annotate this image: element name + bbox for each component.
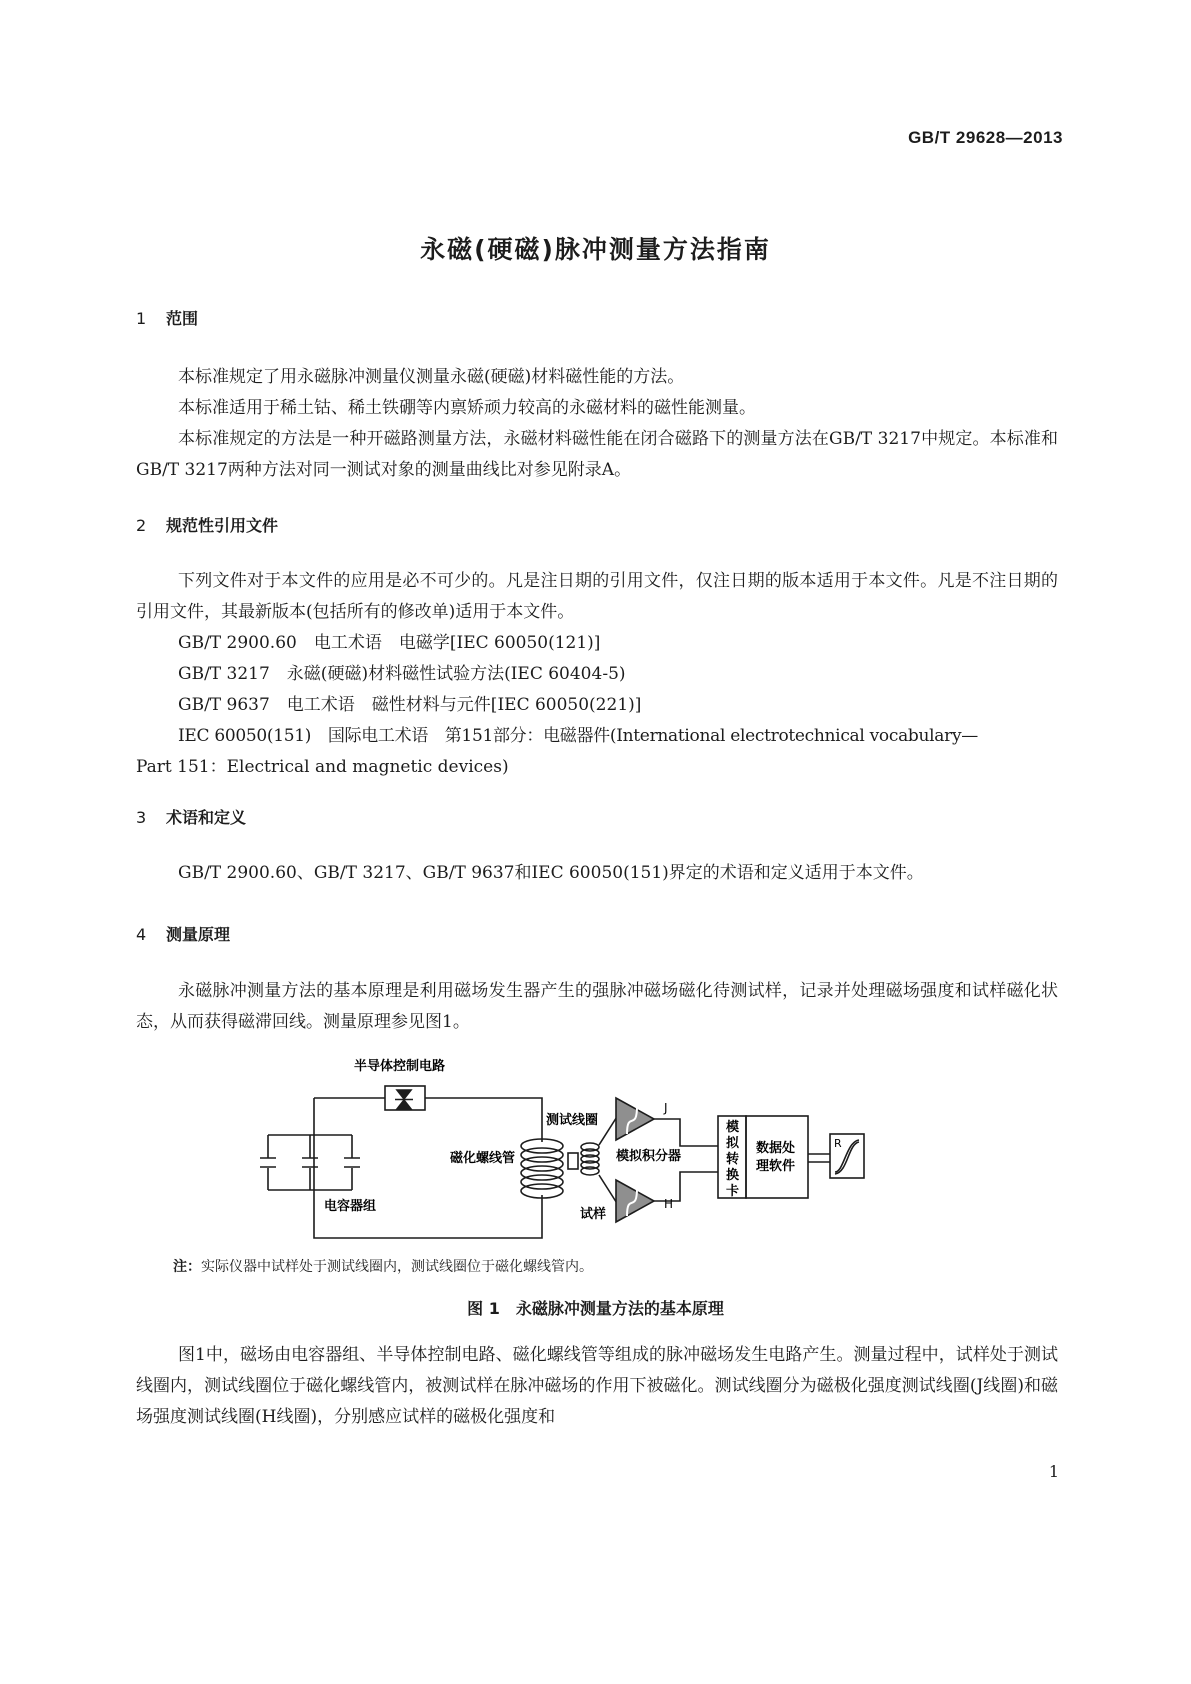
reference-item: IEC 60050(151) 国际电工术语 第151部分：电磁器件(International electrotechnical vocabulary— <box>178 726 978 746</box>
solenoid-coil-icon <box>521 1139 563 1198</box>
thyristor-icon <box>397 1090 411 1099</box>
section-4-paragraph-1: 永磁脉冲测量方法的基本原理是利用磁场发生器产生的强脉冲磁场磁化待测试样，记录并处理磁场强度和试样磁化状态，从而获得磁滞回线。测量原理参见图1。 <box>136 981 1058 1032</box>
label-h: H <box>664 1197 674 1211</box>
reference-item: GB/T 3217 永磁(硬磁)材料磁性试验方法(IEC 60404-5) <box>178 664 626 684</box>
test-coil-icon <box>581 1143 599 1175</box>
reference-item: GB/T 9637 电工术语 磁性材料与元件[IEC 60050(221)] <box>178 695 642 715</box>
page-title: 永磁(硬磁)脉冲测量方法指南 <box>420 235 771 264</box>
label-solenoid: 磁化螺线管 <box>450 1151 516 1166</box>
section-title: 术语和定义 <box>166 808 247 827</box>
principle-diagram <box>250 1050 880 1250</box>
section-number: 4 <box>136 925 147 944</box>
thyristor-icon <box>397 1100 411 1109</box>
section-1-paragraph-1: 本标准规定了用永磁脉冲测量仪测量永磁(硬磁)材料磁性能的方法。 <box>178 367 685 387</box>
section-number: 2 <box>136 516 147 535</box>
label-software: 理软件 <box>756 1159 796 1174</box>
capacitor-bank-wiring <box>268 1135 352 1190</box>
section-4-heading <box>136 922 230 945</box>
label-adc-char: 卡 <box>726 1184 740 1199</box>
section-number: 1 <box>136 309 147 328</box>
software-block <box>746 1116 808 1198</box>
section-2-paragraph-1: 下列文件对于本文件的应用是必不可少的。凡是注日期的引用文件，仅注日期的版本适用于本文件。凡是不注日期的引用文件，其最新版本(包括所有的修改单)适用于本文件。 <box>136 571 1058 622</box>
label-adc-char: 拟 <box>726 1136 740 1151</box>
figure-number: 图 1 <box>467 1299 500 1318</box>
page-number: 1 <box>1048 1462 1059 1481</box>
figure-title: 永磁脉冲测量方法的基本原理 <box>515 1299 724 1318</box>
note-text: 实际仪器中试样处于测试线圈内，测试线圈位于磁化螺线管内。 <box>201 1259 593 1275</box>
label-capacitor-bank: 电容器组 <box>324 1199 377 1214</box>
section-2-heading <box>136 513 278 536</box>
figure-caption <box>0 1296 1191 1319</box>
capacitor-icon <box>260 1158 360 1167</box>
section-1-heading <box>136 306 198 329</box>
section-title: 测量原理 <box>166 925 231 944</box>
reference-item: GB/T 2900.60 电工术语 电磁学[IEC 60050(121)] <box>178 633 601 653</box>
section-4-paragraph-2: 图1中，磁场由电容器组、半导体控制电路、磁化螺线管等组成的脉冲磁场发生电路产生。测量过程中，试样处于测试线圈内，测试线圈位于磁化螺线管内，被测试样在脉冲磁场的作用下被磁化。测试线圈分为磁极化强度测试线圈(J线圈)和磁场强度测试线圈(H线圈)，分别感应试样的磁极化强度和 <box>136 1345 1058 1427</box>
label-adc-char: 转 <box>726 1152 740 1167</box>
label-sample: 试样 <box>580 1207 607 1222</box>
section-1-paragraph-3: 本标准规定的方法是一种开磁路测量方法，永磁材料磁性能在闭合磁路下的测量方法在GB/T 3217中规定。本标准和GB/T 3217两种方法对同一测试对象的测量曲线比对参见附录A。 <box>136 429 1058 480</box>
label-semiconductor: 半导体控制电路 <box>354 1059 446 1074</box>
reference-item-continued: Part 151：Electrical and magnetic devices) <box>136 757 509 777</box>
section-3-paragraph-1: GB/T 2900.60、GB/T 3217、GB/T 9637和IEC 60050(151)界定的术语和定义适用于本文件。 <box>178 863 924 883</box>
section-title: 范围 <box>166 309 199 328</box>
section-title: 规范性引用文件 <box>166 516 279 535</box>
label-adc-char: 模 <box>726 1120 740 1135</box>
label-adc-char: 换 <box>726 1168 740 1183</box>
label-software: 数据处 <box>756 1141 796 1156</box>
circuit-wire <box>314 1098 542 1238</box>
label-r: R <box>834 1137 842 1150</box>
sample-block <box>568 1153 578 1169</box>
label-j: J <box>664 1101 668 1115</box>
section-number: 3 <box>136 808 147 827</box>
figure-note <box>173 1256 593 1276</box>
section-3-heading <box>136 805 246 828</box>
note-label: 注： <box>173 1259 201 1275</box>
label-integrator: 模拟积分器 <box>616 1149 682 1164</box>
section-1-paragraph-2: 本标准适用于稀土钴、稀土铁硼等内禀矫顽力较高的永磁材料的磁性能测量。 <box>178 398 756 418</box>
output-wire <box>808 1154 830 1162</box>
standard-number: GB/T 29628—2013 <box>908 128 1063 147</box>
label-test-coil: 测试线圈 <box>546 1113 599 1128</box>
